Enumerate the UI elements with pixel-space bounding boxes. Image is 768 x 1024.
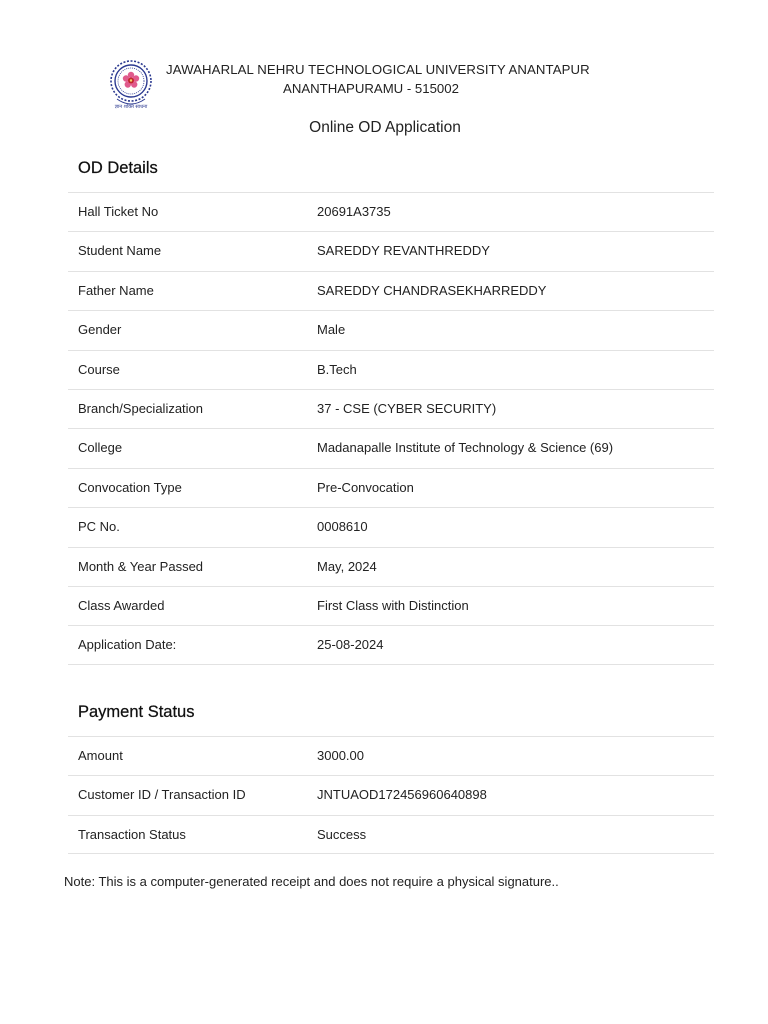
od-details-table xyxy=(68,192,714,665)
table-row xyxy=(68,468,714,507)
row-label: Gender xyxy=(78,322,122,338)
row-label: Father Name xyxy=(78,282,154,298)
logo-motto: ज्ञान शक्ति साधना xyxy=(114,104,148,110)
row-label: Month & Year Passed xyxy=(78,558,204,574)
row-value: 0008610 xyxy=(317,519,368,535)
table-row xyxy=(68,310,714,349)
row-value: Success xyxy=(317,826,367,842)
row-value: 20691A3735 xyxy=(317,204,391,219)
row-value: May, 2024 xyxy=(317,558,377,574)
table-row xyxy=(68,586,714,625)
row-value: SAREDDY CHANDRASEKHARREDDY xyxy=(317,282,547,298)
table-row xyxy=(68,547,714,586)
row-label: Convocation Type xyxy=(78,479,182,495)
row-label: Class Awarded xyxy=(78,597,165,613)
table-row xyxy=(68,507,714,546)
row-label: Amount xyxy=(78,748,123,763)
table-row xyxy=(68,775,714,814)
od-details-heading: OD Details xyxy=(78,159,158,177)
table-row xyxy=(68,350,714,389)
row-label: Customer ID / Transaction ID xyxy=(78,787,246,803)
row-value: Madanapalle Institute of Technology & Science (69) xyxy=(317,440,614,456)
row-value: 3000.00 xyxy=(317,748,364,763)
table-row xyxy=(68,389,714,428)
table-row xyxy=(68,428,714,467)
university-name: JAWAHARLAL NEHRU TECHNOLOGICAL UNIVERSITY ANANTAPUR xyxy=(166,62,590,77)
table-row xyxy=(68,625,714,664)
document-header xyxy=(0,56,768,112)
row-value: 37 - CSE (CYBER SECURITY) xyxy=(317,400,497,416)
row-label: Course xyxy=(78,361,120,377)
row-value: JNTUAOD172456960640898 xyxy=(317,787,487,803)
row-label: Application Date: xyxy=(78,637,177,653)
row-label: Student Name xyxy=(78,243,162,259)
row-label: Hall Ticket No xyxy=(78,204,159,219)
row-value: SAREDDY REVANTHREDDY xyxy=(317,243,490,259)
university-address: ANANTHAPURAMU - 515002 xyxy=(283,81,459,96)
row-label: Transaction Status xyxy=(78,826,186,842)
table-row xyxy=(68,231,714,270)
payment-status-table xyxy=(68,736,714,854)
row-label: Branch/Specialization xyxy=(78,400,204,416)
row-value: Pre-Convocation xyxy=(317,479,414,495)
row-label: PC No. xyxy=(78,519,120,535)
row-value: Male xyxy=(317,322,346,338)
row-label: College xyxy=(78,440,123,456)
footer-note: Note: This is a computer-generated receipt and does not require a physical signature.. xyxy=(64,874,559,889)
payment-status-heading: Payment Status xyxy=(78,703,195,721)
table-row xyxy=(68,736,714,775)
table-row xyxy=(68,192,714,231)
table-row xyxy=(68,815,714,854)
row-value: First Class with Distinction xyxy=(317,597,469,613)
table-row xyxy=(68,271,714,310)
page-title: Online OD Application xyxy=(309,119,461,136)
row-value: B.Tech xyxy=(317,361,357,377)
row-value: 25-08-2024 xyxy=(317,637,384,653)
